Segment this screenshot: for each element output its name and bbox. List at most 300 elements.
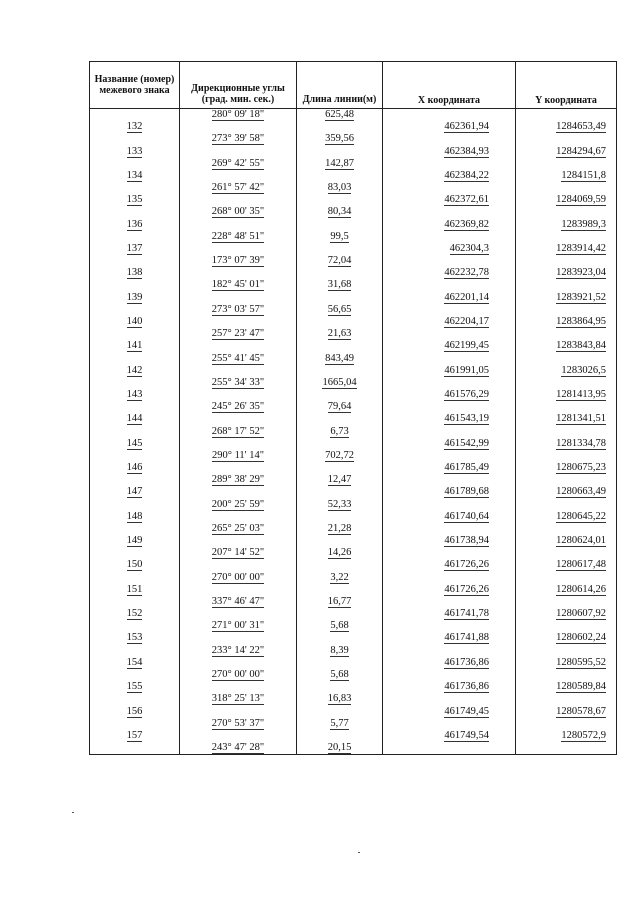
x-cell bbox=[383, 328, 516, 340]
y-coordinate-cell bbox=[516, 389, 617, 401]
direction-angle-cell bbox=[180, 206, 297, 218]
line-length-cell bbox=[297, 146, 383, 158]
x-coordinate-cell bbox=[383, 292, 516, 304]
marker-number-cell-value: 157 bbox=[126, 729, 143, 741]
marker-number-cell bbox=[90, 219, 180, 231]
table-body bbox=[90, 62, 617, 755]
marker-number-cell-value: 152 bbox=[126, 608, 143, 620]
y-coordinate-cell-value: 1280645,22 bbox=[556, 510, 606, 522]
segment-row bbox=[90, 474, 617, 486]
line-length-cell bbox=[297, 292, 383, 304]
marker-cell bbox=[90, 328, 180, 340]
marker-number-cell-value: 153 bbox=[126, 632, 143, 644]
x-cell bbox=[383, 304, 516, 316]
marker-cell bbox=[90, 231, 180, 243]
direction-angle-cell-value: 255° 34' 33" bbox=[211, 376, 265, 388]
segment-row bbox=[90, 328, 617, 340]
marker-row bbox=[90, 584, 617, 596]
x-coordinate-cell-value: 461543,19 bbox=[444, 413, 489, 425]
y-coordinate-cell bbox=[516, 657, 617, 669]
direction-angle-cell-value: 268° 17' 52" bbox=[211, 425, 265, 437]
direction-angle-cell-value: 243° 47' 28" bbox=[211, 742, 265, 754]
x-coordinate-cell bbox=[383, 365, 516, 377]
marker-cell bbox=[90, 279, 180, 291]
marker-cell bbox=[90, 718, 180, 730]
y-coordinate-cell-value: 1284653,49 bbox=[556, 121, 606, 133]
direction-angle-cell bbox=[180, 328, 297, 340]
x-coordinate-cell bbox=[383, 194, 516, 206]
y-coordinate-cell-value: 1283923,04 bbox=[556, 267, 606, 279]
segment-row bbox=[90, 572, 617, 584]
x-coordinate-cell-value: 462384,22 bbox=[444, 169, 489, 181]
y-cell bbox=[516, 133, 617, 145]
y-coordinate-cell-value: 1280589,84 bbox=[556, 681, 606, 693]
y-coordinate-cell bbox=[516, 584, 617, 596]
marker-cell bbox=[90, 693, 180, 705]
line-length-cell-value: 625,48 bbox=[325, 109, 354, 121]
line-length-cell bbox=[297, 340, 383, 352]
x-coordinate-cell bbox=[383, 243, 516, 255]
x-coordinate-cell bbox=[383, 535, 516, 547]
line-length-cell-value: 72,04 bbox=[327, 255, 352, 267]
x-cell bbox=[383, 109, 516, 122]
line-length-cell-value: 52,33 bbox=[327, 498, 352, 510]
line-length-cell bbox=[297, 267, 383, 279]
marker-number-cell bbox=[90, 146, 180, 158]
direction-angle-cell bbox=[180, 511, 297, 523]
direction-angle-cell-value: 173° 07' 39" bbox=[211, 255, 265, 267]
x-coordinate-cell bbox=[383, 267, 516, 279]
line-length-cell bbox=[297, 450, 383, 462]
direction-angle-cell-value: 268° 00' 35" bbox=[211, 206, 265, 218]
x-coordinate-cell-value: 462232,78 bbox=[444, 267, 489, 279]
direction-angle-cell bbox=[180, 584, 297, 596]
line-length-cell bbox=[297, 486, 383, 498]
x-cell bbox=[383, 206, 516, 218]
x-cell bbox=[383, 279, 516, 291]
x-coordinate-cell-value: 461991,05 bbox=[444, 364, 489, 376]
direction-angle-cell-value: 273° 03' 57" bbox=[211, 303, 265, 315]
marker-row bbox=[90, 608, 617, 620]
x-coordinate-cell bbox=[383, 121, 516, 133]
segment-row bbox=[90, 645, 617, 657]
x-cell bbox=[383, 742, 516, 755]
x-cell bbox=[383, 231, 516, 243]
direction-angle-cell bbox=[180, 730, 297, 742]
x-coordinate-cell bbox=[383, 657, 516, 669]
line-length-cell-value: 80,34 bbox=[327, 206, 352, 218]
y-cell bbox=[516, 718, 617, 730]
marker-row bbox=[90, 730, 617, 742]
marker-number-cell-value: 134 bbox=[126, 169, 143, 181]
marker-row bbox=[90, 146, 617, 158]
y-coordinate-cell-value: 1284294,67 bbox=[556, 145, 606, 157]
y-cell bbox=[516, 499, 617, 511]
line-length-cell-value: 702,72 bbox=[325, 449, 354, 461]
marker-number-cell-value: 143 bbox=[126, 389, 143, 401]
y-coordinate-cell bbox=[516, 632, 617, 644]
direction-angle-cell bbox=[180, 133, 297, 145]
y-cell bbox=[516, 206, 617, 218]
line-length-cell bbox=[297, 620, 383, 632]
x-coordinate-cell-value: 462304,3 bbox=[449, 242, 489, 254]
y-coordinate-cell-value: 1280595,52 bbox=[556, 656, 606, 668]
y-coordinate-cell bbox=[516, 559, 617, 571]
y-coordinate-cell bbox=[516, 608, 617, 620]
x-coordinate-cell bbox=[383, 681, 516, 693]
x-coordinate-cell bbox=[383, 559, 516, 571]
x-cell bbox=[383, 425, 516, 437]
y-coordinate-cell bbox=[516, 535, 617, 547]
marker-row bbox=[90, 243, 617, 255]
marker-number-cell bbox=[90, 462, 180, 474]
line-length-cell bbox=[297, 255, 383, 267]
marker-row bbox=[90, 413, 617, 425]
segment-row bbox=[90, 523, 617, 535]
direction-angle-cell-value: 270° 00' 00" bbox=[211, 571, 265, 583]
segment-row bbox=[90, 425, 617, 437]
line-length-cell bbox=[297, 669, 383, 681]
x-coordinate-cell-value: 461749,54 bbox=[444, 729, 489, 741]
x-coordinate-cell bbox=[383, 170, 516, 182]
x-coordinate-cell-value: 462369,82 bbox=[444, 218, 489, 230]
line-length-cell-value: 31,68 bbox=[327, 279, 352, 291]
direction-angle-cell bbox=[180, 608, 297, 620]
line-length-cell-value: 21,28 bbox=[327, 522, 352, 534]
y-cell bbox=[516, 377, 617, 389]
line-length-cell-value: 21,63 bbox=[327, 328, 352, 340]
x-coordinate-cell-value: 461785,49 bbox=[444, 462, 489, 474]
y-cell bbox=[516, 693, 617, 705]
direction-angle-cell bbox=[180, 693, 297, 705]
line-length-cell bbox=[297, 316, 383, 328]
direction-angle-cell bbox=[180, 194, 297, 206]
line-length-cell bbox=[297, 438, 383, 450]
x-coordinate-cell bbox=[383, 584, 516, 596]
x-cell bbox=[383, 596, 516, 608]
direction-angle-cell-value: 270° 53' 37" bbox=[211, 717, 265, 729]
x-coordinate-cell-value: 461726,26 bbox=[444, 559, 489, 571]
marker-cell bbox=[90, 547, 180, 559]
segment-row bbox=[90, 158, 617, 170]
line-length-cell bbox=[297, 474, 383, 486]
marker-number-cell bbox=[90, 243, 180, 255]
marker-number-cell-value: 138 bbox=[126, 267, 143, 279]
marker-cell bbox=[90, 401, 180, 413]
y-coordinate-cell-value: 1284069,59 bbox=[556, 194, 606, 206]
direction-angle-cell bbox=[180, 425, 297, 437]
direction-angle-cell-value: 265° 25' 03" bbox=[211, 522, 265, 534]
line-length-cell bbox=[297, 657, 383, 669]
direction-angle-cell bbox=[180, 535, 297, 547]
marker-row bbox=[90, 559, 617, 571]
direction-angle-cell bbox=[180, 389, 297, 401]
segment-row bbox=[90, 206, 617, 218]
direction-angle-cell-value: 228° 48' 51" bbox=[211, 230, 265, 242]
x-coordinate-cell-value: 461749,45 bbox=[444, 705, 489, 717]
marker-cell bbox=[90, 499, 180, 511]
direction-angle-cell-value: 245° 26' 35" bbox=[211, 401, 265, 413]
y-coordinate-cell bbox=[516, 730, 617, 742]
direction-angle-cell bbox=[180, 170, 297, 182]
marker-number-cell-value: 142 bbox=[126, 364, 143, 376]
y-coordinate-cell-value: 1283921,52 bbox=[556, 291, 606, 303]
marker-cell bbox=[90, 182, 180, 194]
line-length-cell bbox=[297, 523, 383, 535]
header-marker-name: Название (номер) межевого знака bbox=[90, 62, 180, 109]
marker-number-cell bbox=[90, 121, 180, 133]
segment-row bbox=[90, 596, 617, 608]
marker-row bbox=[90, 316, 617, 328]
y-coordinate-cell bbox=[516, 486, 617, 498]
direction-angle-cell bbox=[180, 632, 297, 644]
direction-angle-cell bbox=[180, 413, 297, 425]
direction-angle-cell bbox=[180, 231, 297, 243]
marker-number-cell bbox=[90, 438, 180, 450]
direction-angle-cell bbox=[180, 365, 297, 377]
marker-row bbox=[90, 535, 617, 547]
marker-number-cell bbox=[90, 657, 180, 669]
line-length-cell bbox=[297, 109, 383, 122]
x-coordinate-cell-value: 461789,68 bbox=[444, 486, 489, 498]
header-direction-angle: Дирекционные углы (град. мин. сек.) bbox=[180, 62, 297, 109]
y-cell bbox=[516, 645, 617, 657]
y-cell bbox=[516, 352, 617, 364]
segment-row bbox=[90, 547, 617, 559]
y-cell bbox=[516, 669, 617, 681]
segment-row bbox=[90, 742, 617, 755]
x-coordinate-cell bbox=[383, 486, 516, 498]
line-length-cell-value: 83,03 bbox=[327, 182, 352, 194]
x-cell bbox=[383, 352, 516, 364]
y-coordinate-cell-value: 1280663,49 bbox=[556, 486, 606, 498]
x-coordinate-cell bbox=[383, 632, 516, 644]
direction-angle-cell bbox=[180, 572, 297, 584]
direction-angle-cell bbox=[180, 267, 297, 279]
direction-angle-cell bbox=[180, 316, 297, 328]
direction-angle-cell-value: 318° 25' 13" bbox=[211, 693, 265, 705]
x-coordinate-cell bbox=[383, 413, 516, 425]
marker-row bbox=[90, 389, 617, 401]
x-coordinate-cell-value: 461736,86 bbox=[444, 681, 489, 693]
line-length-cell-value: 14,26 bbox=[327, 547, 352, 559]
direction-angle-cell-value: 257° 23' 47" bbox=[211, 328, 265, 340]
line-length-cell-value: 5,68 bbox=[330, 620, 349, 632]
y-coordinate-cell bbox=[516, 146, 617, 158]
direction-angle-cell bbox=[180, 620, 297, 632]
line-length-cell bbox=[297, 194, 383, 206]
marker-number-cell-value: 148 bbox=[126, 510, 143, 522]
line-length-cell bbox=[297, 632, 383, 644]
marker-number-cell-value: 146 bbox=[126, 462, 143, 474]
marker-cell bbox=[90, 304, 180, 316]
x-cell bbox=[383, 718, 516, 730]
direction-angle-cell bbox=[180, 657, 297, 669]
x-coordinate-cell-value: 461726,26 bbox=[444, 583, 489, 595]
line-length-cell bbox=[297, 182, 383, 194]
y-coordinate-cell-value: 1280675,23 bbox=[556, 462, 606, 474]
y-coordinate-cell-value: 1280614,26 bbox=[556, 583, 606, 595]
direction-angle-cell bbox=[180, 352, 297, 364]
direction-angle-cell bbox=[180, 559, 297, 571]
direction-angle-cell bbox=[180, 279, 297, 291]
line-length-cell bbox=[297, 730, 383, 742]
y-coordinate-cell bbox=[516, 267, 617, 279]
line-length-cell bbox=[297, 389, 383, 401]
direction-angle-cell bbox=[180, 121, 297, 133]
marker-row bbox=[90, 486, 617, 498]
direction-angle-cell bbox=[180, 474, 297, 486]
line-length-cell bbox=[297, 742, 383, 755]
x-coordinate-cell bbox=[383, 608, 516, 620]
line-length-cell bbox=[297, 401, 383, 413]
line-length-cell bbox=[297, 352, 383, 364]
line-length-cell-value: 6,73 bbox=[330, 425, 349, 437]
marker-number-cell-value: 147 bbox=[126, 486, 143, 498]
line-length-cell bbox=[297, 718, 383, 730]
y-cell bbox=[516, 547, 617, 559]
marker-number-cell-value: 144 bbox=[126, 413, 143, 425]
marker-number-cell-value: 141 bbox=[126, 340, 143, 352]
y-coordinate-cell-value: 1284151,8 bbox=[561, 169, 606, 181]
y-coordinate-cell-value: 1283026,5 bbox=[561, 364, 606, 376]
line-length-cell bbox=[297, 219, 383, 231]
y-coordinate-cell bbox=[516, 243, 617, 255]
line-length-cell-value: 12,47 bbox=[327, 474, 352, 486]
segment-row bbox=[90, 693, 617, 705]
y-coordinate-cell-value: 1280617,48 bbox=[556, 559, 606, 571]
x-cell bbox=[383, 645, 516, 657]
marker-number-cell bbox=[90, 681, 180, 693]
marker-number-cell-value: 133 bbox=[126, 145, 143, 157]
line-length-cell-value: 99,5 bbox=[330, 230, 349, 242]
marker-number-cell-value: 136 bbox=[126, 218, 143, 230]
segment-row bbox=[90, 377, 617, 389]
boundary-coordinates-table bbox=[89, 61, 617, 755]
y-coordinate-cell-value: 1280602,24 bbox=[556, 632, 606, 644]
line-length-cell bbox=[297, 608, 383, 620]
direction-angle-cell-value: 270° 00' 00" bbox=[211, 668, 265, 680]
marker-number-cell-value: 140 bbox=[126, 316, 143, 327]
x-coordinate-cell-value: 462361,94 bbox=[444, 121, 489, 133]
segment-row bbox=[90, 669, 617, 681]
line-length-cell bbox=[297, 705, 383, 717]
marker-row bbox=[90, 194, 617, 206]
marker-number-cell bbox=[90, 413, 180, 425]
line-length-cell bbox=[297, 365, 383, 377]
marker-cell bbox=[90, 133, 180, 145]
marker-number-cell bbox=[90, 705, 180, 717]
marker-number-cell bbox=[90, 730, 180, 742]
marker-cell bbox=[90, 645, 180, 657]
line-length-cell bbox=[297, 559, 383, 571]
y-coordinate-cell bbox=[516, 292, 617, 304]
line-length-cell bbox=[297, 596, 383, 608]
y-coordinate-cell bbox=[516, 705, 617, 717]
x-coordinate-cell bbox=[383, 730, 516, 742]
direction-angle-cell-value: 255° 41' 45" bbox=[211, 352, 265, 364]
direction-angle-cell bbox=[180, 596, 297, 608]
y-cell bbox=[516, 450, 617, 462]
line-length-cell bbox=[297, 133, 383, 145]
marker-number-cell bbox=[90, 559, 180, 571]
x-coordinate-cell-value: 461576,29 bbox=[444, 389, 489, 401]
y-coordinate-cell-value: 1280572,9 bbox=[561, 729, 606, 741]
y-coordinate-cell bbox=[516, 462, 617, 474]
y-cell bbox=[516, 231, 617, 243]
direction-angle-cell bbox=[180, 669, 297, 681]
marker-row bbox=[90, 657, 617, 669]
x-cell bbox=[383, 450, 516, 462]
x-coordinate-cell bbox=[383, 705, 516, 717]
x-cell bbox=[383, 499, 516, 511]
direction-angle-cell bbox=[180, 292, 297, 304]
line-length-cell bbox=[297, 377, 383, 389]
marker-row bbox=[90, 705, 617, 717]
line-length-cell bbox=[297, 121, 383, 133]
direction-angle-cell-value: 271° 00' 31" bbox=[211, 620, 265, 632]
line-length-cell bbox=[297, 170, 383, 182]
direction-angle-cell bbox=[180, 243, 297, 255]
marker-number-cell bbox=[90, 292, 180, 304]
direction-angle-cell bbox=[180, 718, 297, 730]
marker-number-cell bbox=[90, 267, 180, 279]
direction-angle-cell bbox=[180, 681, 297, 693]
direction-angle-cell bbox=[180, 304, 297, 316]
direction-angle-cell-value: 289° 38' 29" bbox=[211, 474, 265, 486]
y-coordinate-cell-value: 1283914,42 bbox=[556, 242, 606, 254]
direction-angle-cell bbox=[180, 182, 297, 194]
marker-number-cell bbox=[90, 365, 180, 377]
x-coordinate-cell bbox=[383, 219, 516, 231]
y-cell bbox=[516, 401, 617, 413]
x-cell bbox=[383, 474, 516, 486]
x-coordinate-cell-value: 461736,86 bbox=[444, 656, 489, 668]
y-cell bbox=[516, 279, 617, 291]
y-cell bbox=[516, 109, 617, 122]
direction-angle-cell-value: 280° 09' 18" bbox=[211, 109, 265, 121]
direction-angle-cell bbox=[180, 645, 297, 657]
header-x-coordinate: Х координата bbox=[383, 62, 516, 109]
marker-row bbox=[90, 462, 617, 474]
x-cell bbox=[383, 255, 516, 267]
marker-row bbox=[90, 438, 617, 450]
marker-cell bbox=[90, 255, 180, 267]
marker-row bbox=[90, 219, 617, 231]
line-length-cell-value: 3,22 bbox=[330, 571, 349, 583]
y-cell bbox=[516, 328, 617, 340]
direction-angle-cell bbox=[180, 499, 297, 511]
direction-angle-cell bbox=[180, 462, 297, 474]
direction-angle-cell-value: 200° 25' 59" bbox=[211, 498, 265, 510]
y-cell bbox=[516, 742, 617, 755]
line-length-cell-value: 79,64 bbox=[327, 401, 352, 413]
direction-angle-cell bbox=[180, 377, 297, 389]
x-coordinate-cell bbox=[383, 511, 516, 523]
y-coordinate-cell-value: 1283989,3 bbox=[561, 218, 606, 230]
x-coordinate-cell-value: 461542,99 bbox=[444, 437, 489, 449]
y-coordinate-cell bbox=[516, 681, 617, 693]
marker-cell bbox=[90, 425, 180, 437]
x-coordinate-cell bbox=[383, 438, 516, 450]
marker-row bbox=[90, 632, 617, 644]
x-coordinate-cell-value: 461741,78 bbox=[444, 608, 489, 620]
marker-row bbox=[90, 170, 617, 182]
line-length-cell bbox=[297, 547, 383, 559]
marker-number-cell bbox=[90, 194, 180, 206]
marker-cell bbox=[90, 523, 180, 535]
y-coordinate-cell-value: 1281413,95 bbox=[556, 389, 606, 401]
